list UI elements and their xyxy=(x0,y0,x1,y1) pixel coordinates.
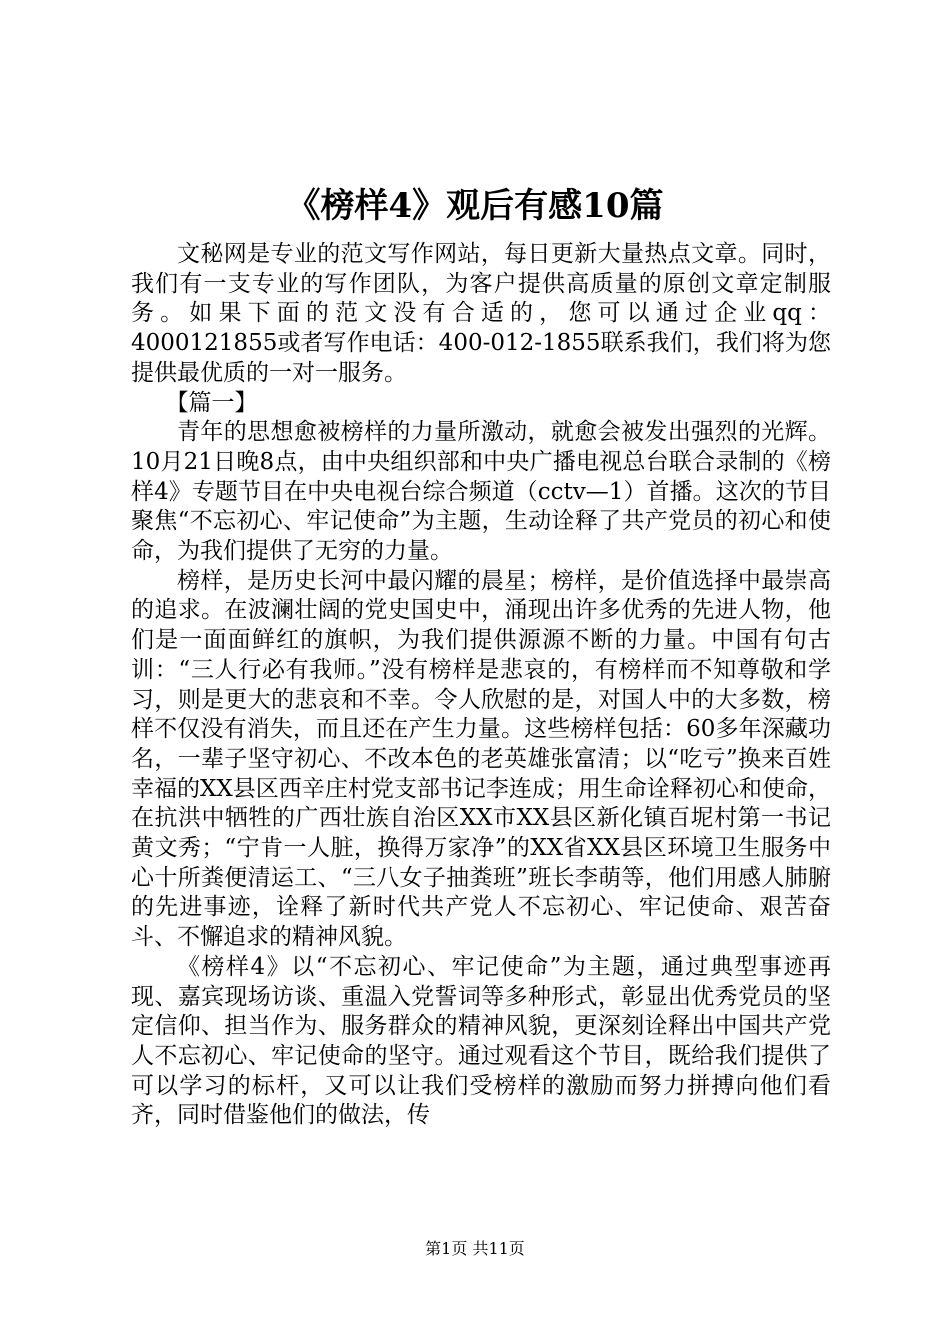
intro-paragraph: 文秘网是专业的范文写作网站，每日更新大量热点文章。同时，我们有一支专业的写作团队，为客户提供高质量的原创文章定制服务。如果下面的范文没有合适的，您可以通过企业qq：4000121855或者写作电话：400-012-1855联系我们，我们将为您提供最优质的一对一服务。 xyxy=(131,241,831,386)
page-footer: 第1页 共11页 xyxy=(425,1239,525,1258)
document-body xyxy=(131,240,831,1131)
page-title: 《榜样4》观后有感10篇 xyxy=(286,186,664,226)
body-paragraph: 榜样，是历史长河中最闪耀的晨星；榜样，是价值选择中最崇高的追求。在波澜壮阔的党史国史中，涌现出许多优秀的先进人物，他们是一面面鲜红的旗帜，为我们提供源源不断的力量。中国有句古训：“三人行必有我师。”没有榜样是悲哀的，有榜样而不知尊敬和学习，则是更大的悲哀和不幸。令人欣慰的是，对国人中的大多数，榜样不仅没有消失，而且还在产生力量。这些榜样包括：60多年深藏功名，一辈子坚守初心、不改本色的老英雄张富清；以“吃亏”换来百姓幸福的XX县区西辛庄村党支部书记李连成；用生命诠释初心和使命，在抗洪中牺牲的广西壮族自治区XX市XX县区新化镇百坭村第一书记黄文秀；“宁肯一人脏，换得万家净”的XX省XX县区环境卫生服务中心十所粪便清运工、“三八女子抽粪班”班长李萌等，他们用感人肺腑的先进事迹，诠释了新时代共产党人不忘初心、牢记使命、艰苦奋斗、不懈追求的精神风貌。 xyxy=(131,567,831,951)
body-paragraph: 《榜样4》以“不忘初心、牢记使命”为主题，通过典型事迹再现、嘉宾现场访谈、重温入党誓词等多种形式，彰显出优秀党员的坚定信仰、担当作为、服务群众的精神风貌，更深刻诠释出中国共产党人不忘初心、牢记使命的坚守。通过观看这个节目，既给我们提供了可以学习的标杆，又可以让我们受榜样的激励而努力拼搏向他们看齐，同时借鉴他们的做法，传 xyxy=(131,953,831,1129)
body-paragraph: 青年的思想愈被榜样的力量所激动，就愈会被发出强烈的光辉。10月21日晚8点，由中央组织部和中央广播电视总台联合录制的《榜样4》专题节目在中央电视台综合频道（cctv—1）首播。这次的节目聚焦“不忘初心、牢记使命”为主题，生动诠释了共产党员的初心和使命，为我们提供了无穷的力量。 xyxy=(131,419,831,565)
section-heading: 【篇一】 xyxy=(165,389,258,416)
